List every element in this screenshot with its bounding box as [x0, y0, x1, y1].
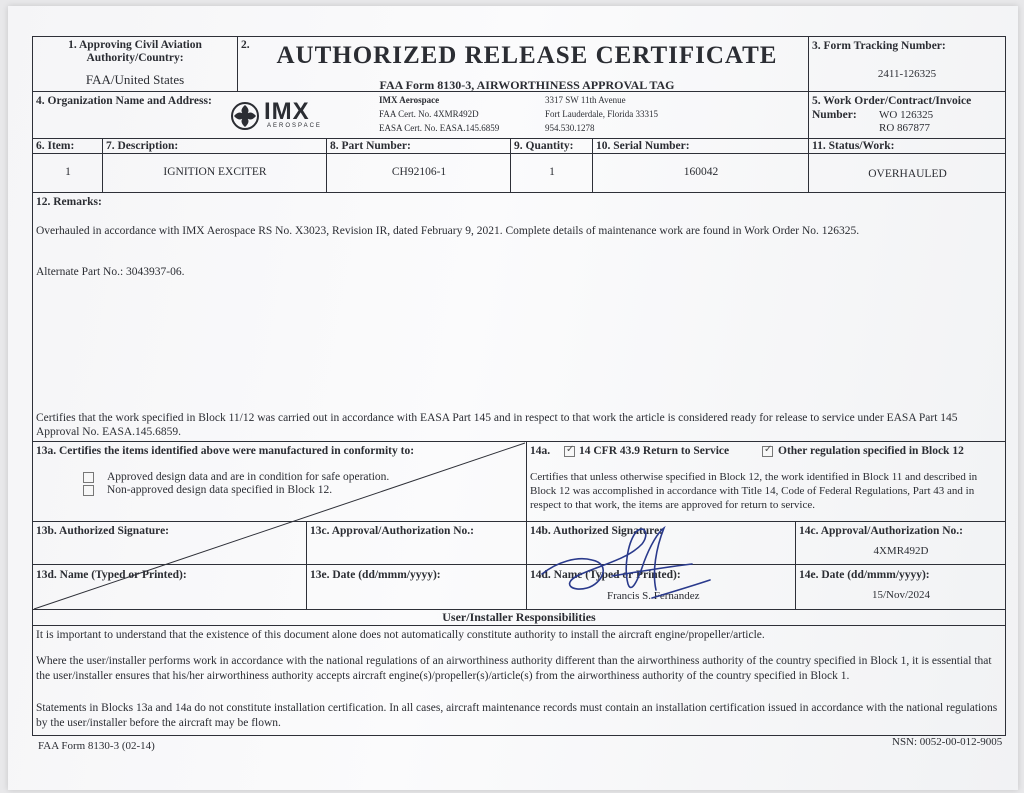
- serial-number-value: 160042: [683, 166, 719, 178]
- user-installer-section: [32, 609, 1006, 736]
- block-13d-label: 13d. Name (Typed or Printed):: [36, 569, 187, 581]
- release-date: 15/Nov/2024: [871, 589, 931, 601]
- block-5-label: 5. Work Order/Contract/Invoice: [812, 95, 972, 107]
- serial-number-cell: [592, 153, 809, 193]
- imx-logo-text: IMX: [264, 98, 310, 125]
- signer-name: Francis S. Fernandez: [607, 590, 700, 602]
- block-14e-label: 14e. Date (dd/mmm/yyyy):: [799, 569, 930, 581]
- nsn-number: NSN: 0052-00-012-9005: [892, 736, 1003, 748]
- remarks-certification: Certifies that the work specified in Block 11/12 was carried out in accordance with EASA Part 145 and in respect to that work the article is considered ready for release to service under EASA Part 145 Approval No. EASA.145.6859.: [36, 412, 958, 438]
- form-8130-3: [32, 36, 1006, 752]
- block-14b-label: 14b. Authorized Signature:: [530, 525, 664, 537]
- block-10-header: [592, 138, 809, 154]
- org-street: 3317 SW 11th Avenue: [545, 95, 626, 105]
- responsibility-paragraph-1: It is important to understand that the existence of this document alone does not automatically constitute authority to install the aircraft engine/propeller/article.: [36, 629, 765, 641]
- description-header: 7. Description:: [106, 140, 179, 152]
- block-5-number-label: Number:: [812, 109, 857, 121]
- block-7-header: [102, 138, 327, 154]
- work-order-number: WO 126325: [879, 109, 934, 121]
- other-regulation-checkbox[interactable]: [762, 446, 773, 457]
- certificate-sheet: [8, 6, 1018, 790]
- block-14a: [526, 441, 1006, 522]
- imx-logo-subtext: AEROSPACE: [267, 123, 322, 129]
- part-number-cell: [326, 153, 511, 193]
- user-installer-heading: User/Installer Responsibilities: [442, 610, 596, 624]
- block-14c-label: 14c. Approval/Authorization No.:: [799, 525, 963, 537]
- certificate-subtitle: FAA Form 8130-3, AIRWORTHINESS APPROVAL TAG: [379, 78, 675, 92]
- block-5: [808, 91, 1006, 139]
- description-cell: [102, 153, 327, 193]
- repair-order-number: RO 867877: [879, 122, 931, 134]
- status-value: OVERHAULED: [868, 168, 947, 180]
- status-header: 11. Status/Work:: [812, 140, 895, 152]
- approval-number: 4XMR492D: [873, 545, 929, 557]
- block-14d-label: 14d. Name (Typed or Printed):: [530, 569, 681, 581]
- org-easa-cert: EASA Cert. No. EASA.145.6859: [379, 123, 500, 133]
- block-8-header: [326, 138, 511, 154]
- handwritten-signature-icon: [532, 514, 722, 614]
- form-tracking-number: 2411-126325: [877, 68, 937, 80]
- certificate-title: AUTHORIZED RELEASE CERTIFICATE: [276, 42, 778, 69]
- approved-design-text: Approved design data and are in condition for safe operation.: [107, 471, 390, 483]
- block-14c: [795, 521, 1006, 565]
- item-value: 1: [65, 166, 71, 178]
- other-regulation-label: Other regulation specified in Block 12: [778, 445, 964, 457]
- part-number-header: 8. Part Number:: [330, 140, 411, 152]
- remarks-label: 12. Remarks:: [36, 196, 102, 208]
- imx-logo-icon: [230, 101, 260, 131]
- block-13c-label: 13c. Approval/Authorization No.:: [310, 525, 474, 537]
- block-3-label: 3. Form Tracking Number:: [812, 40, 946, 52]
- block-14a-statement: Certifies that unless otherwise specified in Block 12, the work identified in Block 11 and described in Block 12 was accomplished in accordance with Title 14, Code of Federal Regulations, Part 43 and in respect to that work, the items are approved for return to service.: [530, 471, 978, 511]
- org-city: Fort Lauderdale, Florida 33315: [545, 109, 658, 119]
- org-name: IMX Aerospace: [379, 95, 440, 105]
- approving-authority: FAA/United States: [85, 72, 185, 87]
- block-11-header: [808, 138, 1006, 154]
- return-to-service-label: 14 CFR 43.9 Return to Service: [579, 445, 730, 457]
- responsibility-paragraph-3: Statements in Blocks 13a and 14a do not constitute installation certification. In all cases, aircraft maintenance records must contain an installation certification issued in accordance with the national regulations by the user/installer before the aircraft may be flown.: [36, 702, 998, 729]
- remarks-alternate-part: Alternate Part No.: 3043937-06.: [36, 266, 185, 278]
- block-12: [32, 192, 1006, 442]
- form-identifier: FAA Form 8130-3 (02-14): [38, 740, 155, 752]
- status-cell: [808, 153, 1006, 193]
- part-number-value: CH92106-1: [391, 166, 447, 178]
- block-13b-label: 13b. Authorized Signature:: [36, 525, 170, 537]
- block-3: [808, 36, 1006, 92]
- responsibility-paragraph-2: Where the user/installer performs work in accordance with the national regulations of an airworthiness authority different than the airworthiness authority of the country specified in Block 1, it is essential that the user/installer ensures that his/her airworthiness authority accepts aircraft engine(s)/propeller(s)/article(s) from the airworthiness authority of the country specified in Block 1.: [36, 655, 992, 682]
- block-1-label: 1. Approving Civil Aviation Authority/Country:: [68, 39, 202, 64]
- remarks-line-1: Overhauled in accordance with IMX Aerospace RS No. X3023, Revision IR, dated February 9, 2021. Complete details of maintenance work are found in Work Order No. 126325.: [36, 225, 860, 237]
- serial-number-header: 10. Serial Number:: [596, 140, 690, 152]
- non-approved-design-text: Non-approved design data specified in Block 12.: [107, 484, 333, 496]
- quantity-header: 9. Quantity:: [514, 140, 574, 152]
- block-14e: [795, 564, 1006, 610]
- block-2-label: 2.: [241, 39, 250, 51]
- block-9-header: [510, 138, 593, 154]
- block-4: [32, 91, 809, 139]
- block-1: [32, 36, 238, 92]
- org-phone: 954.530.1278: [545, 123, 595, 133]
- quantity-value: 1: [549, 166, 555, 178]
- heading-divider: [33, 625, 1005, 626]
- block-13-void-line: [32, 441, 527, 611]
- org-faa-cert: FAA Cert. No. 4XMR492D: [379, 109, 479, 119]
- item-cell: [32, 153, 103, 193]
- quantity-cell: [510, 153, 593, 193]
- block-6-header: [32, 138, 103, 154]
- description-value: IGNITION EXCITER: [163, 166, 267, 178]
- block-14a-label: 14a.: [530, 445, 551, 457]
- block-13a-label: 13a. Certifies the items identified above were manufactured in conformity to:: [36, 445, 415, 457]
- block-4-label: 4. Organization Name and Address:: [36, 95, 212, 107]
- return-to-service-checkbox[interactable]: [564, 446, 575, 457]
- item-header: 6. Item:: [36, 140, 75, 152]
- block-13e-label: 13e. Date (dd/mmm/yyyy):: [310, 569, 441, 581]
